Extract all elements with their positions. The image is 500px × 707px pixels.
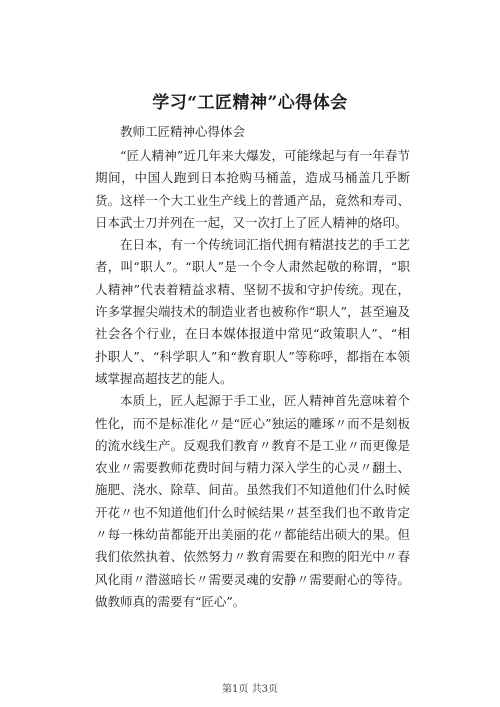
paragraph: 在日本，有一个传统词汇指代拥有精湛技艺的手工艺者，叫“职人”。“职人”是一个令人肃然起敬的称谓，“职人精神”代表着精益求精、坚韧不拔和守护传统。现在，许多掌握尖端技术的制造业者也被称作“职人”，甚至遍及社会各个行业，在日本媒体报道中常见“政策职人”、“相扑职人”、“科学职人”和“教育职人”等称呼，都指在本领域掌握高超技艺的能人。 (95, 237, 410, 386)
document-title: 学习“工匠精神”心得体会 (152, 93, 348, 113)
document-body (95, 145, 410, 613)
paragraph: 本质上，匠人起源于手工业，匠人精神首先意味着个性化，而不是标准化〃是“匠心”独运的雕琢〃而不是刻板的流水线生产。反观我们教育〃教育不是工业〃而更像是农业〃需要教师花费时间与精力深入学生的心灵〃翻土、施肥、浇水、除草、间苗。虽然我们不知道他们什么时候开花〃也不知道他们什么时候结果〃甚至我们也不敢肯定〃每一株幼苗都能开出美丽的花〃都能结出硕大的果。但我们依然执着、依然努力〃教育需要在和煦的阳光中〃春风化雨〃潜滋暗长〃需要灵魂的安静〃需要耐心的等待。做教师真的需要有“匠心”。 (95, 393, 410, 609)
paragraph: “匠人精神”近几年来大爆发，可能缘起与有一年春节期间，中国人跑到日本抢购马桶盖，造成马桶盖几乎断货。这样一个大工业生产线上的普通产品，竟然和寿司、日本武士刀并列在一起，又一次打上了匠人精神的烙印。 (95, 148, 410, 230)
page-footer: 第1页 共3页 (222, 684, 278, 695)
document-subtitle: 教师工匠精神心得体会 (120, 124, 246, 139)
